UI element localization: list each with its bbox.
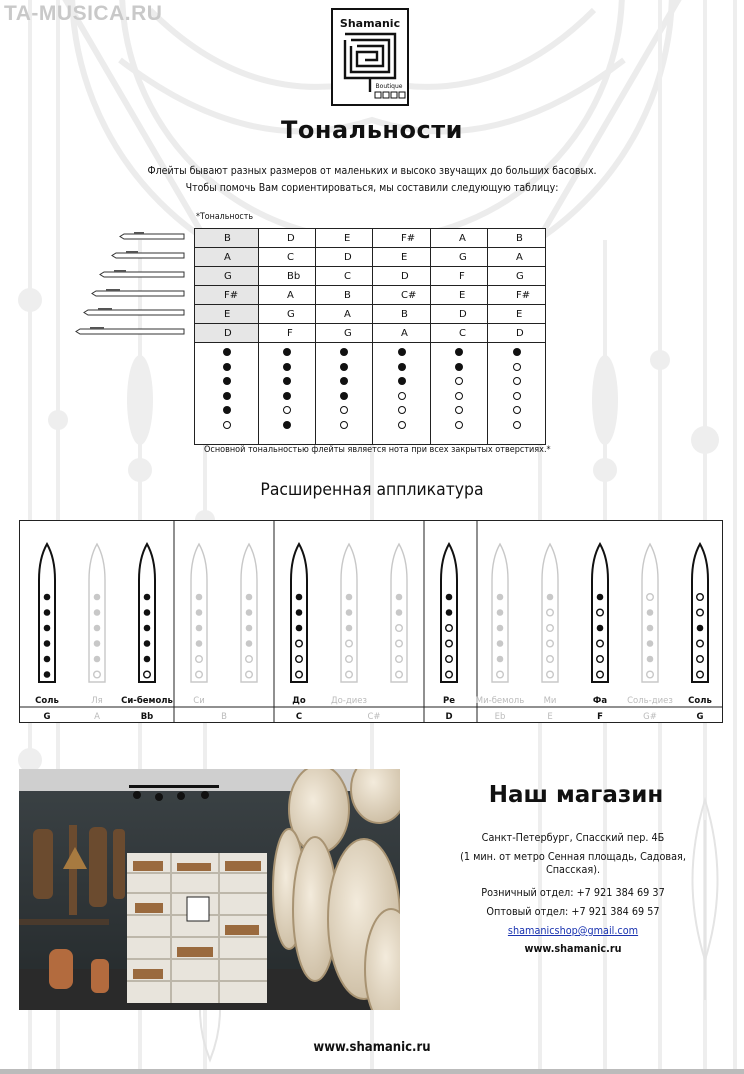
closed-hole-icon (398, 377, 406, 385)
key-table-cell: G (488, 267, 546, 286)
closed-hole-icon (283, 348, 291, 356)
open-hole-icon (455, 377, 463, 385)
closed-hole-icon (396, 609, 403, 616)
open-hole-icon (513, 363, 521, 371)
open-hole-icon (597, 640, 604, 647)
fingering-flute (241, 544, 257, 682)
open-hole-icon (446, 640, 453, 647)
note-name-label: Си (193, 696, 205, 706)
open-hole-icon (346, 656, 353, 663)
closed-hole-icon (223, 348, 231, 356)
key-table-cell: G (259, 305, 316, 324)
open-hole-icon (196, 671, 203, 678)
retail-phone: Розничный отдел: +7 921 384 69 37 (481, 886, 665, 899)
shop-title: Наш магазин (488, 782, 664, 808)
wholesale-phone: Оптовый отдел: +7 921 384 69 57 (486, 905, 660, 918)
key-table-cell: D (431, 305, 488, 324)
closed-hole-icon (346, 609, 353, 616)
open-hole-icon (697, 640, 704, 647)
open-hole-icon (647, 594, 654, 601)
closed-hole-icon (283, 392, 291, 400)
open-hole-icon (597, 671, 604, 678)
open-hole-icon (547, 671, 554, 678)
closed-hole-icon (497, 640, 504, 647)
key-table-cell: E (373, 248, 431, 267)
closed-hole-icon (340, 377, 348, 385)
closed-hole-icon (497, 656, 504, 663)
closed-hole-icon (246, 609, 253, 616)
open-hole-icon (346, 671, 353, 678)
open-hole-icon (597, 656, 604, 663)
note-code-label: D (445, 712, 453, 722)
closed-hole-icon (455, 363, 463, 371)
key-table-cell: E (488, 305, 546, 324)
open-hole-icon (398, 392, 406, 400)
closed-hole-icon (246, 625, 253, 632)
footer-website-link[interactable]: www.shamanic.ru (313, 1040, 431, 1055)
note-code-label: B (221, 712, 227, 722)
key-table-cell: C# (373, 286, 431, 305)
key-table-row (195, 305, 546, 324)
open-hole-icon (296, 640, 303, 647)
fingering-flute (191, 544, 207, 682)
closed-hole-icon (340, 392, 348, 400)
key-table-cell: C (316, 267, 373, 286)
closed-hole-icon (94, 594, 101, 601)
closed-hole-icon (144, 609, 151, 616)
closed-hole-icon (283, 421, 291, 429)
key-table-cell: A (373, 324, 431, 343)
note-code-label: F (597, 712, 603, 722)
closed-hole-icon (283, 377, 291, 385)
key-table-cell: G (431, 248, 488, 267)
note-code-label: Bb (140, 712, 154, 722)
shop-website-link[interactable]: www.shamanic.ru (524, 942, 622, 955)
note-code-label: A (94, 712, 100, 722)
key-table-cell: C (259, 248, 316, 267)
key-table-cell: A (488, 248, 546, 267)
open-hole-icon (697, 609, 704, 616)
open-hole-icon (396, 625, 403, 632)
key-table-cell: F (431, 267, 488, 286)
note-code-label: G# (643, 712, 657, 722)
hole-pattern-cell (373, 343, 431, 445)
open-hole-icon (340, 406, 348, 414)
flute-icon (100, 272, 184, 277)
closed-hole-icon (44, 594, 51, 601)
key-table-cell: E (195, 305, 259, 324)
key-table-cell: B (488, 229, 546, 248)
closed-hole-icon (597, 594, 604, 601)
closed-hole-icon (597, 625, 604, 632)
open-hole-icon (547, 609, 554, 616)
key-table-row (195, 286, 546, 305)
key-table-cell: E (431, 286, 488, 305)
open-hole-icon (455, 421, 463, 429)
note-name-label: До-диез (330, 696, 368, 706)
watermark: TA-MUSICA.RU (4, 2, 163, 25)
closed-hole-icon (513, 348, 521, 356)
closed-hole-icon (497, 594, 504, 601)
note-name-label: Соль (35, 696, 59, 706)
key-table-cell: F (259, 324, 316, 343)
fingering-flute (441, 544, 457, 682)
fingering-flute (391, 544, 407, 682)
hole-pattern-row (195, 343, 546, 445)
closed-hole-icon (246, 594, 253, 601)
open-hole-icon (396, 656, 403, 663)
closed-hole-icon (223, 406, 231, 414)
key-table-cell: B (195, 229, 259, 248)
closed-hole-icon (697, 625, 704, 632)
page-title: Тональности (281, 116, 463, 144)
note-name-label: Соль-диез (627, 696, 673, 706)
closed-hole-icon (196, 594, 203, 601)
closed-hole-icon (455, 348, 463, 356)
closed-hole-icon (144, 625, 151, 632)
note-name-label: Си-бемоль (121, 696, 173, 706)
closed-hole-icon (44, 656, 51, 663)
note-name-label: Ре (443, 696, 455, 706)
closed-hole-icon (446, 609, 453, 616)
shop-address: Санкт-Петербург, Спасский пер. 4Б (481, 831, 665, 844)
closed-hole-icon (223, 363, 231, 371)
key-table-cell: D (488, 324, 546, 343)
open-hole-icon (513, 377, 521, 385)
key-table-row (195, 248, 546, 267)
fingering-flute (692, 544, 708, 682)
note-code-label: G (43, 712, 51, 722)
fingering-flute (542, 544, 558, 682)
closed-hole-icon (196, 640, 203, 647)
note-name-label: Ми-бемоль (475, 696, 525, 706)
closed-hole-icon (144, 656, 151, 663)
closed-hole-icon (396, 594, 403, 601)
open-hole-icon (223, 421, 231, 429)
closed-hole-icon (223, 377, 231, 385)
closed-hole-icon (144, 594, 151, 601)
extended-fingering-chart (19, 520, 723, 723)
key-table-cell: A (195, 248, 259, 267)
hole-pattern-cell (431, 343, 488, 445)
closed-hole-icon (647, 609, 654, 616)
closed-hole-icon (44, 609, 51, 616)
open-hole-icon (144, 671, 151, 678)
note-code-label: G (696, 712, 704, 722)
key-table (194, 228, 546, 445)
flute-size-icons (74, 228, 186, 340)
flute-icon (120, 234, 184, 239)
closed-hole-icon (346, 625, 353, 632)
key-table-cell: Bb (259, 267, 316, 286)
fingering-flute (592, 544, 608, 682)
closed-hole-icon (94, 640, 101, 647)
note-code-label: Eb (494, 712, 506, 722)
shop-photo (19, 769, 400, 1010)
closed-hole-icon (340, 363, 348, 371)
open-hole-icon (446, 671, 453, 678)
flute-icon (112, 253, 184, 258)
key-table-cell: D (373, 267, 431, 286)
closed-hole-icon (144, 640, 151, 647)
key-table-cell: D (195, 324, 259, 343)
open-hole-icon (296, 671, 303, 678)
open-hole-icon (547, 656, 554, 663)
open-hole-icon (547, 640, 554, 647)
open-hole-icon (446, 656, 453, 663)
open-hole-icon (396, 640, 403, 647)
closed-hole-icon (647, 625, 654, 632)
closed-hole-icon (94, 656, 101, 663)
closed-hole-icon (497, 609, 504, 616)
key-table-row (195, 324, 546, 343)
open-hole-icon (597, 609, 604, 616)
key-table-cell: F# (195, 286, 259, 305)
key-table-cell: F# (488, 286, 546, 305)
fingering-flute (39, 544, 55, 682)
key-table-cell: A (316, 305, 373, 324)
open-hole-icon (340, 421, 348, 429)
closed-hole-icon (446, 594, 453, 601)
open-hole-icon (697, 671, 704, 678)
open-hole-icon (513, 406, 521, 414)
key-table-cell: A (259, 286, 316, 305)
closed-hole-icon (44, 625, 51, 632)
intro-line-2: Чтобы помочь Вам сориентироваться, мы составили следующую таблицу: (185, 181, 559, 194)
closed-hole-icon (547, 594, 554, 601)
closed-hole-icon (340, 348, 348, 356)
note-name-label: Ля (91, 696, 103, 706)
closed-hole-icon (94, 625, 101, 632)
open-hole-icon (398, 421, 406, 429)
note-name-label: До (292, 696, 306, 706)
closed-hole-icon (196, 625, 203, 632)
closed-hole-icon (296, 625, 303, 632)
open-hole-icon (283, 406, 291, 414)
closed-hole-icon (44, 640, 51, 647)
closed-hole-icon (497, 625, 504, 632)
open-hole-icon (697, 656, 704, 663)
half-hole-icon (346, 640, 353, 647)
open-hole-icon (398, 406, 406, 414)
closed-hole-icon (296, 609, 303, 616)
key-table-cell: D (316, 248, 373, 267)
closed-hole-icon (223, 392, 231, 400)
key-table-cell: B (316, 286, 373, 305)
fingering-flute (642, 544, 658, 682)
extended-fingering-title: Расширенная аппликатура (260, 480, 484, 500)
flute-icon (76, 329, 184, 334)
bottom-rule (0, 1069, 744, 1074)
key-table-cell: B (373, 305, 431, 324)
closed-hole-icon (94, 609, 101, 616)
hole-pattern-cell (195, 343, 259, 445)
open-hole-icon (513, 392, 521, 400)
fingering-flute (291, 544, 307, 682)
note-name-label: Ми (543, 696, 557, 706)
fingering-flute (89, 544, 105, 682)
fingering-flute (341, 544, 357, 682)
closed-hole-icon (398, 363, 406, 371)
open-hole-icon (455, 392, 463, 400)
open-hole-icon (547, 625, 554, 632)
flute-icon (92, 291, 184, 296)
flute-icon (84, 310, 184, 315)
fingering-flute (139, 544, 155, 682)
key-table-cell: A (431, 229, 488, 248)
key-table-cell: G (316, 324, 373, 343)
hole-pattern-cell (259, 343, 316, 445)
open-hole-icon (396, 671, 403, 678)
half-hole-icon (647, 671, 654, 678)
shop-email-link[interactable]: shamanicshop@gmail.com (507, 924, 639, 937)
closed-hole-icon (44, 671, 51, 678)
closed-hole-icon (647, 656, 654, 663)
shop-address-note: (1 мин. от метро Сенная площадь, Садовая, Спасская). (460, 850, 686, 876)
fingering-frame (20, 521, 723, 723)
open-hole-icon (446, 625, 453, 632)
key-table-cell: E (316, 229, 373, 248)
note-name-label: Фа (592, 696, 608, 706)
key-table-cell: F# (373, 229, 431, 248)
closed-hole-icon (246, 640, 253, 647)
open-hole-icon (94, 671, 101, 678)
key-table-cell: G (195, 267, 259, 286)
tone-caption: *Тональность (196, 212, 254, 222)
open-hole-icon (697, 594, 704, 601)
closed-hole-icon (296, 594, 303, 601)
note-code-label: C# (367, 712, 381, 722)
intro-line-1: Флейты бывают разных размеров от маленьких и высоко звучащих до больших басовых. (147, 164, 597, 177)
closed-hole-icon (196, 609, 203, 616)
logo-brand: Shamanic (339, 17, 401, 30)
table-footnote: Основной тональностью флейты является нота при всех закрытых отверстиях.* (204, 445, 551, 455)
note-name-label: Соль (688, 696, 712, 706)
brand-logo (331, 8, 409, 106)
note-code-label: C (295, 712, 303, 722)
hole-pattern-cell (488, 343, 546, 445)
open-hole-icon (455, 406, 463, 414)
open-hole-icon (246, 671, 253, 678)
closed-hole-icon (283, 363, 291, 371)
key-table-row (195, 267, 546, 286)
closed-hole-icon (346, 594, 353, 601)
half-hole-icon (497, 671, 504, 678)
key-table-cell: D (259, 229, 316, 248)
note-code-label: E (547, 712, 553, 722)
half-hole-icon (196, 656, 203, 663)
closed-hole-icon (398, 348, 406, 356)
logo-subtitle: Boutique (375, 83, 403, 90)
key-table-row (195, 229, 546, 248)
key-table-cell: C (431, 324, 488, 343)
closed-hole-icon (647, 640, 654, 647)
hole-pattern-cell (316, 343, 373, 445)
open-hole-icon (513, 421, 521, 429)
open-hole-icon (246, 656, 253, 663)
fingering-flute (492, 544, 508, 682)
open-hole-icon (296, 656, 303, 663)
